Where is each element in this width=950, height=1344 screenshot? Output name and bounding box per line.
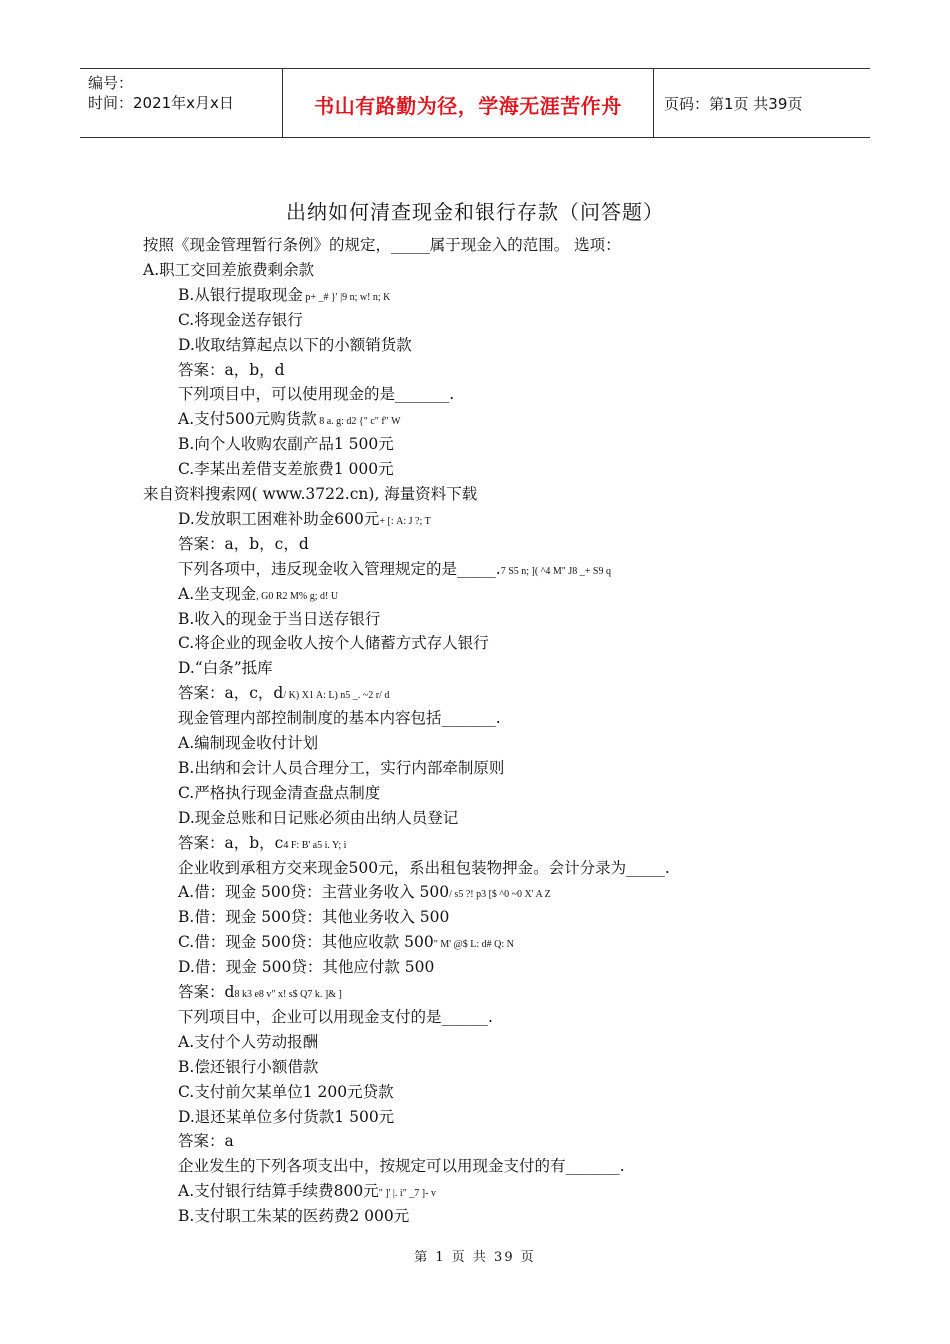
text-line	[178, 656, 273, 681]
line-text: C.支付前欠某单位1 200元贷款	[178, 1082, 394, 1101]
line-text: A.编制现金收付计划	[178, 734, 319, 752]
text-line	[178, 432, 394, 457]
line-text: 下列项目中，企业可以用现金支付的是______.	[178, 1007, 493, 1026]
text-line	[178, 930, 514, 955]
line-text: 企业发生的下列各项支出中，按规定可以用现金支付的有_______.	[178, 1157, 625, 1176]
text-line	[143, 482, 477, 507]
line-text: D.“白条”抵库	[178, 659, 273, 678]
line-text: 企业收到承租方交来现金500元，系出租包装物押金。会计分录为_____.	[178, 858, 670, 877]
line-text: D.发放职工困难补助金600元	[178, 509, 380, 528]
text-line	[178, 980, 342, 1005]
line-text: C.将企业的现金收人按个人储蓄方式存人银行	[178, 634, 489, 653]
page-info: 页码：第1页 共39页	[664, 95, 803, 113]
text-line	[178, 1005, 493, 1030]
line-text: 答案：a，b，c	[178, 833, 284, 852]
noise-text: / K) X1 A: L) n5 _. ~2 r/ d	[283, 690, 390, 702]
text-line	[178, 607, 380, 632]
line-text: D.现金总账和日记账必须由出纳人员登记	[178, 808, 459, 827]
text-line	[178, 507, 431, 532]
line-text: B.偿还银行小额借款	[178, 1057, 319, 1076]
line-text: A.支付500元购货款	[178, 410, 317, 429]
line-text: C.借：现金 500贷：其他应收款 500	[178, 933, 434, 952]
time-label: 时间：2021年x月x日	[88, 94, 234, 112]
text-line	[178, 1055, 318, 1080]
motto: 书山有路勤为径，学海无涯苦作舟	[314, 94, 622, 118]
text-line	[178, 1030, 318, 1055]
text-line	[178, 333, 412, 358]
text-line	[178, 457, 394, 482]
line-text: 答案：a，b，d	[178, 360, 285, 379]
line-text: 现金管理内部控制制度的基本内容包括_______.	[178, 709, 501, 728]
text-line	[178, 880, 551, 905]
header-page-cell	[654, 69, 870, 137]
line-text: C.将现金送存银行	[178, 310, 303, 329]
text-line	[178, 731, 318, 756]
line-text: C.李某出差借支差旅费1 000元	[178, 460, 394, 479]
text-line	[178, 283, 390, 308]
line-text: 答案：a，b，c，d	[178, 534, 309, 553]
text-line	[178, 831, 346, 856]
number-label: 编号：	[88, 74, 134, 92]
line-text: B.借：现金 500贷：其他业务收入 500	[178, 908, 450, 927]
page-footer: 第 1 页 共 39 页	[414, 1250, 536, 1265]
line-text: 下列各项中，违反现金收入管理规定的是_____.	[178, 559, 501, 578]
text-line	[178, 1204, 409, 1229]
text-line	[178, 955, 434, 980]
text-line	[178, 706, 501, 731]
line-text: B.出纳和会计人员合理分工，实行内部牵制原则	[178, 758, 505, 777]
text-line	[178, 532, 309, 557]
noise-text: " ]' |. i" _7 ]- v	[378, 1188, 436, 1200]
line-text: A.支付个人劳动报酬	[178, 1032, 319, 1051]
document-title: 出纳如何清查现金和银行存款（问答题）	[286, 200, 664, 224]
noise-text: + [: A: J ?; T	[379, 515, 431, 527]
line-text: A.支付银行结算手续费800元	[178, 1182, 379, 1201]
noise-text: 4 F: B' a5 i. Y; i	[283, 839, 347, 851]
noise-text: , G0 R2 M% g; d! U	[256, 590, 339, 602]
text-line	[178, 308, 303, 333]
line-text: 下列项目中，可以使用现金的是_______.	[178, 385, 455, 404]
line-text: B.支付职工朱某的医药费2 000元	[178, 1207, 410, 1226]
noise-text: p+ _# }' |9 n; w! n; K	[302, 291, 391, 303]
line-text: C.严格执行现金清查盘点制度	[178, 783, 381, 802]
line-text: 来自资料搜索网( www.3722.cn), 海量资料下载	[143, 485, 478, 503]
line-text: D.退还某单位多付货款1 500元	[178, 1107, 395, 1126]
line-text: 答案：d	[178, 983, 235, 1001]
text-line	[178, 407, 401, 432]
text-line	[178, 1154, 625, 1179]
line-text: D.收取结算起点以下的小额销货款	[178, 335, 412, 354]
line-text: 答案：a，c，d	[178, 684, 284, 703]
noise-text: 8 k3 e8 v" x! s$ Q7 k. ]& ]	[234, 989, 342, 1000]
text-line	[178, 681, 389, 706]
line-text: B.向个人收购农副产品1 500元	[178, 435, 394, 454]
text-line	[178, 756, 504, 781]
line-text: B.收入的现金于当日送存银行	[178, 609, 381, 628]
text-line	[143, 258, 314, 283]
line-text: D.借：现金 500贷：其他应付款 500	[178, 958, 435, 977]
text-line	[178, 1129, 234, 1154]
line-text: A.借：现金 500贷：主营业务收入 500	[178, 883, 450, 902]
text-line	[178, 856, 670, 881]
line-text: B.从银行提取现金	[178, 285, 303, 304]
text-line	[178, 582, 338, 607]
text-line	[178, 382, 454, 407]
header-meta-cell	[80, 69, 283, 137]
line-text: 按照《现金管理暂行条例》的规定，_____属于现金入的范围。 选项：	[143, 236, 621, 254]
text-line	[178, 358, 285, 383]
header-table	[80, 68, 870, 138]
line-text: 答案：a	[178, 1132, 234, 1151]
text-line	[178, 557, 611, 582]
text-line	[178, 1105, 394, 1130]
text-line	[178, 806, 458, 831]
text-line	[143, 233, 621, 258]
text-line	[178, 1179, 436, 1204]
text-line	[178, 781, 380, 806]
line-text: A.坐支现金	[178, 584, 257, 603]
noise-text: 7 S5 n; ]( ^4 M" J8 _+ S9 q	[500, 565, 611, 577]
text-line	[178, 1080, 394, 1105]
text-line	[178, 631, 489, 656]
noise-text: / s5 ?! p3 [$ ^0 ~0 X' A Z	[449, 889, 551, 901]
line-text: A.职工交回差旅费剩余款	[143, 260, 315, 279]
header-motto-cell	[283, 69, 654, 137]
noise-text: " M' @$ L: d# Q: N	[433, 939, 514, 951]
noise-text: 8 a. g: d2 {" c" f" W	[316, 416, 401, 428]
text-line	[178, 905, 449, 930]
